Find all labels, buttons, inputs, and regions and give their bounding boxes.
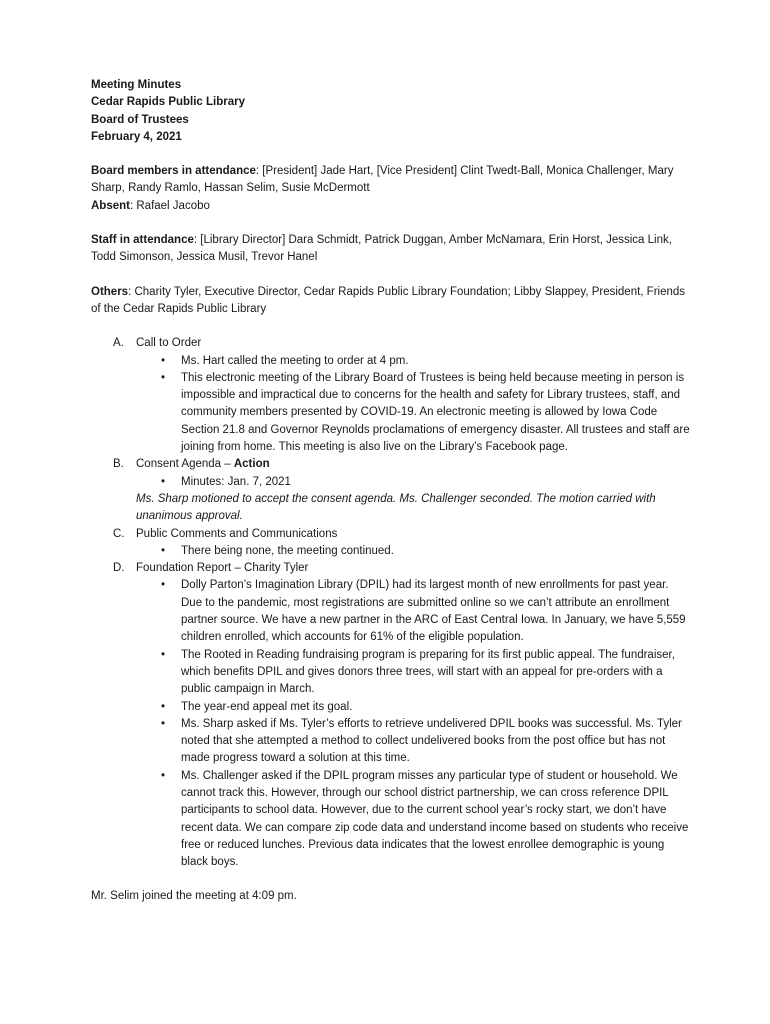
action-label: Action: [233, 458, 270, 471]
bullet-list: [136, 474, 691, 491]
agenda-item-foundation-report: [91, 560, 691, 871]
list-item: [136, 768, 691, 872]
bullet-icon: •: [161, 371, 166, 384]
bullet-list: [136, 543, 691, 560]
list-item: [136, 716, 691, 768]
header-date: February 4, 2021: [91, 130, 182, 143]
others-text: : Charity Tyler, Executive Director, Cedar Rapids Public Library Foundation; Libby Slappey, President, Friends of the Cedar Rapids Public Library: [91, 285, 686, 315]
agenda-letter: B.: [113, 458, 124, 471]
agenda-letter: A.: [113, 337, 124, 350]
closing-note: Mr. Selim joined the meeting at 4:09 pm.: [91, 890, 297, 903]
header-title: Meeting Minutes: [91, 79, 182, 91]
list-item-text: Ms. Hart called the meeting to order at 4 pm.: [181, 354, 409, 367]
document-page: [91, 77, 691, 906]
bullet-list: [136, 577, 691, 871]
header-board: Board of Trustees: [91, 113, 189, 126]
board-attendance-label: Board members in attendance: [91, 165, 256, 178]
list-item: [136, 543, 691, 560]
header-organization: Cedar Rapids Public Library: [91, 96, 246, 109]
list-item-text: There being none, the meeting continued.: [181, 544, 394, 557]
bullet-icon: •: [161, 579, 166, 592]
agenda-item-title: [136, 456, 691, 473]
others-label: Others: [91, 285, 129, 298]
agenda-item-title: Public Comments and Communications: [136, 527, 338, 540]
list-item-text: Ms. Challenger asked if the DPIL program misses any particular type of student or household. We cannot track this. However, through our school district partnership, we can cross reference DPIL participants to school data. However, due to the current school year’s rocky start, we don’t have recent data. We can compare zip code data and understand income based on students who receive free or reduced lunches. Previous data indicates that the lowest enrollee demographic is young black boys.: [181, 769, 689, 869]
agenda-item-title-text: Consent Agenda –: [136, 458, 234, 471]
bullet-icon: •: [161, 544, 166, 557]
list-item: [136, 474, 691, 491]
bullet-icon: •: [161, 475, 166, 488]
list-item-text: The Rooted in Reading fundraising program is preparing for its first public appeal. The fundraiser, which benefits DPIL and gives donors three trees, will start with an appeal for pre-orders with a public campaign in March.: [181, 648, 675, 696]
agenda-letter: D.: [113, 562, 125, 575]
list-item-text: Ms. Sharp asked if Ms. Tyler’s efforts to retrieve undelivered DPIL books was successful. Ms. Tyler noted that she attempted a method to collect undelivered books from the post office but has not made progress toward a solution at this time.: [181, 717, 682, 765]
others-attendance: [91, 284, 691, 319]
list-item-text: This electronic meeting of the Library Board of Trustees is being held because meeting in person is impossible and impractical due to concerns for the health and safety for Library trustees, staff, and community members presented by COVID-19. An electronic meeting is allowed by Iowa Code Section 21.8 and Governor Reynolds proclamations of emergency disaster. All trustees and staff are joining from home. This meeting is also live on the Library’s Facebook page.: [181, 371, 690, 454]
list-item-text: Dolly Parton’s Imagination Library (DPIL) had its largest month of new enrollments for past year. Due to the pandemic, most registrations are submitted online so we can’t attribute an enrollment partner source. We have a new partner in the ARC of East Central Iowa. In January, we have 5,559 children enrolled, which accounts for 61% of the eligible population.: [181, 579, 686, 644]
document-header: [91, 77, 691, 146]
bullet-list: [136, 353, 691, 457]
motion-text: Ms. Sharp motioned to accept the consent agenda. Ms. Challenger seconded. The motion carried with unanimous approval.: [136, 492, 656, 523]
absent-label: Absent: [91, 199, 130, 212]
bullet-icon: •: [161, 700, 166, 713]
bullet-icon: •: [161, 354, 166, 367]
agenda-letter: C.: [113, 527, 125, 540]
agenda-item-call-to-order: [91, 335, 691, 456]
absent-text: : Rafael Jacobo: [129, 199, 210, 212]
staff-attendance-text: : [Library Director] Dara Schmidt, Patrick Duggan, Amber McNamara, Erin Horst, Jessica Link, Todd Simonson, Jessica Musil, Trevor Hanel: [91, 234, 672, 264]
list-item: [136, 647, 691, 699]
bullet-icon: •: [161, 717, 166, 730]
list-item: [136, 699, 691, 716]
list-item: [136, 370, 691, 456]
staff-attendance: [91, 232, 691, 267]
bullet-icon: •: [161, 648, 166, 661]
list-item: [136, 353, 691, 370]
bullet-icon: •: [161, 769, 166, 782]
board-attendance: [91, 163, 691, 215]
agenda-item-title: Foundation Report – Charity Tyler: [136, 562, 309, 575]
agenda-item-public-comments: [91, 526, 691, 561]
agenda-list: [91, 335, 691, 871]
agenda-item-consent-agenda: [91, 456, 691, 525]
list-item: [136, 577, 691, 646]
list-item-text: Minutes: Jan. 7, 2021: [181, 475, 291, 488]
agenda-item-title: Call to Order: [136, 337, 202, 350]
board-attendance-text: : [President] Jade Hart, [Vice President] Clint Twedt-Ball, Monica Challenger, Mary Sharp, Randy Ramlo, Hassan Selim, Susie McDermott: [91, 165, 674, 195]
list-item-text: The year-end appeal met its goal.: [181, 700, 353, 713]
staff-attendance-label: Staff in attendance: [91, 234, 194, 247]
